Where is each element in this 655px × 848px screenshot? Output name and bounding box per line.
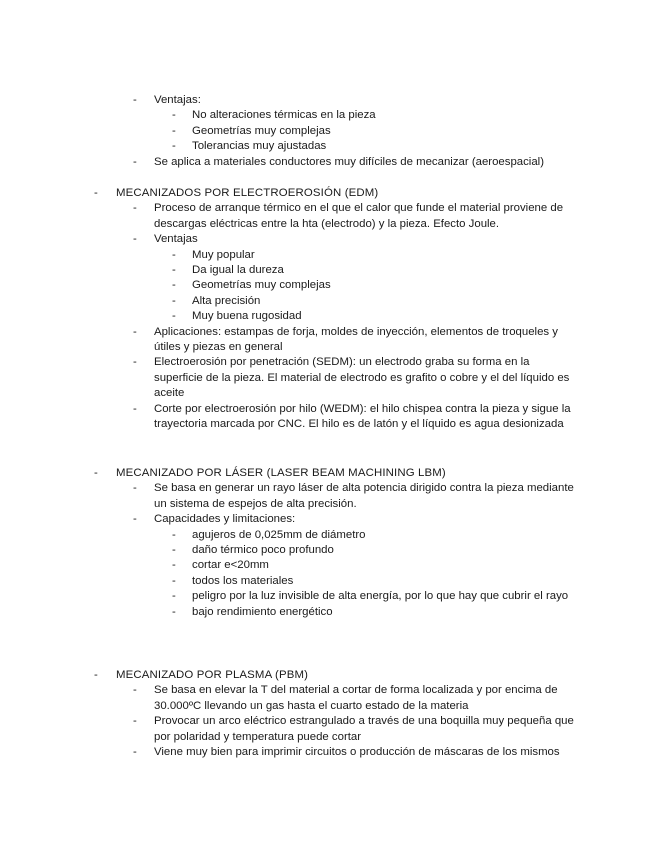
bullet-dash: - [94,669,98,681]
list-item-text: Tolerancias muy ajustadas [192,140,327,153]
list-item-text: Da igual la dureza [192,264,284,277]
list-item [0,232,655,247]
section-title: MECANIZADO POR LÁSER (LASER BEAM MACHINING LBM) [116,467,446,479]
list-item-text: Se basa en generar un rayo láser de alta potencia dirigido contra la pieza mediante un sistema de espejos de alta precisión. [154,482,574,510]
list-item-text: Electroerosión por penetración (SEDM): un electrodo graba su forma en la superficie de la pieza. El material de electrodo es grafito o cobre y el del líquido es aceite [154,356,570,400]
bullet-dash: - [133,482,137,495]
bullet-dash: - [172,279,176,292]
list-item-text: todos los materiales [192,574,294,587]
ventajas-label: Ventajas: [154,94,201,106]
pbm-section [0,668,655,760]
bullet-dash: - [133,94,137,106]
bullet-dash: - [133,684,137,697]
bullet-dash: - [172,248,176,261]
bullet-dash: - [172,528,176,541]
bullet-dash: - [172,574,176,587]
list-item-text: No alteraciones térmicas en la pieza [192,109,376,122]
list-item [0,201,655,232]
list-item [0,93,655,108]
capacidades-label: Capacidades y limitaciones: [154,513,296,526]
list-item [0,605,655,620]
section-heading [0,466,655,481]
bullet-dash: - [133,202,137,215]
list-item-text: daño térmico poco profundo [192,544,334,557]
bullet-dash: - [133,715,137,728]
list-item-text: Viene muy bien para imprimir circuitos o producción de máscaras de los mismos [154,746,560,759]
list-item-text: Provocar un arco eléctrico estrangulado a través de una boquilla muy pequeña que por polaridad y temperatura puede cortar [154,715,574,743]
list-item [0,309,655,324]
bullet-dash: - [133,325,137,338]
list-item-text: agujeros de 0,025mm de diámetro [192,528,366,541]
list-item [0,558,655,573]
list-item-text: Muy buena rugosidad [192,310,302,323]
section-title: MECANIZADOS POR ELECTROEROSIÓN (EDM) [116,187,379,199]
ventajas-label: Ventajas [154,233,198,246]
list-item-text: Se aplica a materiales conductores muy difíciles de mecanizar (aeroespacial) [154,155,544,168]
list-item [0,481,655,512]
list-item [0,683,655,714]
bullet-dash: - [172,264,176,277]
list-item [0,124,655,139]
bullet-dash: - [172,605,176,618]
bullet-dash: - [133,402,137,415]
list-item [0,402,655,433]
bullet-dash: - [133,233,137,246]
list-item-text: Muy popular [192,248,255,261]
list-item [0,325,655,356]
bullet-dash: - [172,140,176,153]
list-item [0,528,655,543]
bullet-dash: - [172,109,176,122]
bullet-dash: - [133,155,137,168]
list-item [0,714,655,745]
list-item-text: peligro por la luz invisible de alta energía, por lo que hay que cubrir el rayo [192,590,569,603]
list-item [0,139,655,154]
bullet-dash: - [172,294,176,307]
list-item-text: bajo rendimiento energético [192,605,333,618]
list-item [0,248,655,263]
bullet-dash: - [94,187,98,199]
list-item-text: Corte por electroerosión por hilo (WEDM): el hilo chispea contra la pieza y sigue la trayectoria marcada por CNC. El hilo es de latón y el líquido es agua desionizada [154,402,571,431]
section-title: MECANIZADO POR PLASMA (PBM) [116,669,309,681]
bullet-dash: - [172,310,176,323]
list-item [0,294,655,309]
list-item-text: Alta precisión [192,294,261,307]
list-item-text: Proceso de arranque térmico en el que el calor que funde el material proviene de descargas eléctricas entre la hta (electrodo) y la pieza. Efecto Joule. [154,202,564,230]
list-item-text: cortar e<20mm [192,559,269,572]
bullet-dash: - [133,513,137,526]
intro-block [0,93,655,170]
list-item-text: Se basa en elevar la T del material a cortar de forma localizada y por encima de 30.000ºC llevando un gas hasta el cuarto estado de la materia [154,684,558,712]
list-item [0,155,655,170]
list-item [0,278,655,293]
bullet-dash: - [172,544,176,557]
list-item [0,355,655,401]
list-item-text: Geometrías muy complejas [192,279,331,292]
list-item [0,574,655,589]
list-item [0,512,655,527]
list-item [0,745,655,760]
lbm-section [0,466,655,620]
list-item [0,589,655,604]
list-item [0,108,655,123]
bullet-dash: - [133,356,137,369]
list-item [0,543,655,558]
edm-section [0,186,655,433]
bullet-dash: - [172,590,176,603]
bullet-dash: - [172,124,176,137]
list-item [0,263,655,278]
bullet-dash: - [94,467,98,479]
section-heading [0,668,655,683]
bullet-dash: - [172,559,176,572]
list-item-text: Geometrías muy complejas [192,124,331,137]
bullet-dash: - [133,746,137,759]
section-heading [0,186,655,201]
list-item-text: Aplicaciones: estampas de forja, moldes de inyección, elementos de troqueles y útiles y piezas en general [154,325,558,354]
